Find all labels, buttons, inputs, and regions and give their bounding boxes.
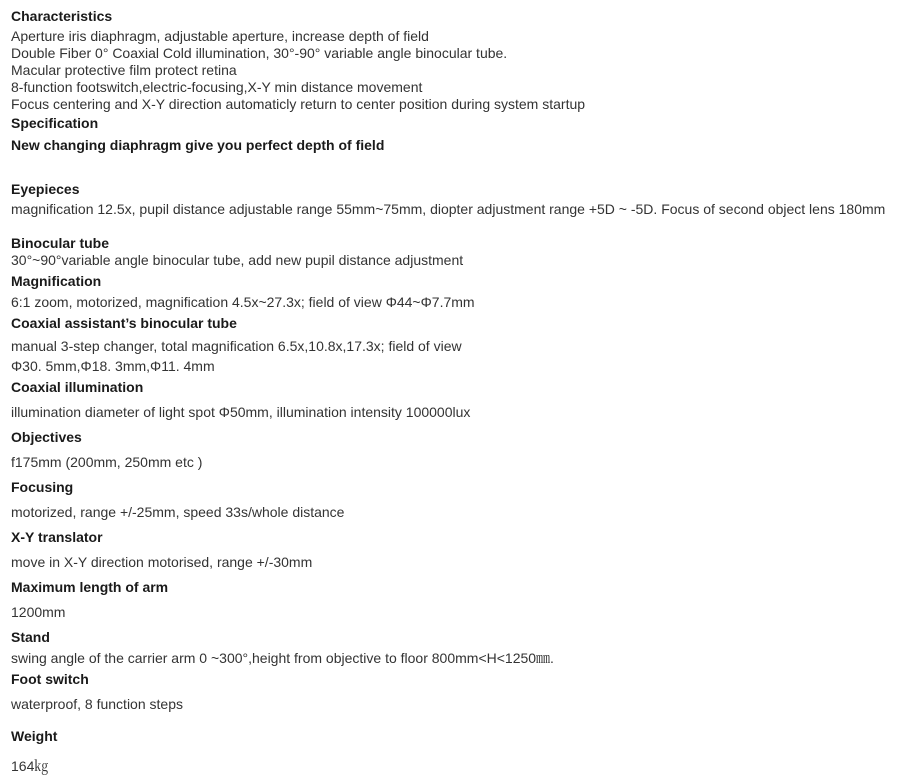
spec-label-coaxial-illumination: Coaxial illumination <box>11 379 144 395</box>
characteristic-item: 8-function footswitch,electric-focusing,X-Y min distance movement <box>11 79 423 95</box>
spec-value-coaxial-assistant-fov: Φ30. 5mm,Φ18. 3mm,Φ11. 4mm <box>11 358 215 374</box>
spec-label-focusing: Focusing <box>11 479 74 495</box>
spec-value-coaxial-assistant: manual 3-step changer, total magnification 6.5x,10.8x,17.3x; field of view <box>11 338 462 354</box>
spec-label-binocular-tube: Binocular tube <box>11 235 110 251</box>
spec-value-stand: swing angle of the carrier arm 0 ~300°,height from objective to floor 800mm<H<1250㎜. <box>11 650 554 666</box>
spec-label-stand: Stand <box>11 629 50 645</box>
spec-value-objectives: f175mm (200mm, 250mm etc ) <box>11 454 203 470</box>
spec-value-coaxial-illumination: illumination diameter of light spot Φ50mm, illumination intensity 100000lux <box>11 404 471 420</box>
spec-value-binocular-tube: 30°~90°variable angle binocular tube, add new pupil distance adjustment <box>11 252 464 268</box>
spec-label-weight: Weight <box>11 728 58 744</box>
spec-value-eyepieces: magnification 12.5x, pupil distance adjustable range 55mm~75mm, diopter adjustment range +5D ~ -5D. Focus of second object lens 180mm <box>11 201 886 217</box>
spec-label-xy-translator: X-Y translator <box>11 529 103 545</box>
characteristic-item: Aperture iris diaphragm, adjustable aperture, increase depth of field <box>11 28 429 44</box>
spec-label-magnification: Magnification <box>11 273 102 289</box>
specification-subheading: New changing diaphragm give you perfect depth of field <box>11 137 385 153</box>
spec-label-objectives: Objectives <box>11 429 82 445</box>
characteristics-heading: Characteristics <box>11 8 113 24</box>
characteristic-item: Double Fiber 0° Coaxial Cold illumination, 30°-90° variable angle binocular tube. <box>11 45 508 61</box>
spec-label-max-arm: Maximum length of arm <box>11 579 169 595</box>
characteristic-item: Focus centering and X-Y direction automaticly return to center position during system startup <box>11 96 586 112</box>
spec-value-weight: 164㎏ <box>11 758 49 774</box>
spec-label-eyepieces: Eyepieces <box>11 181 80 197</box>
spec-value-max-arm: 1200mm <box>11 604 66 620</box>
spec-label-foot-switch: Foot switch <box>11 671 89 687</box>
spec-label-coaxial-assistant: Coaxial assistant’s binocular tube <box>11 315 237 331</box>
characteristic-item: Macular protective film protect retina <box>11 62 237 78</box>
spec-value-magnification: 6:1 zoom, motorized, magnification 4.5x~27.3x; field of view Φ44~Φ7.7mm <box>11 294 475 310</box>
spec-value-focusing: motorized, range +/-25mm, speed 33s/whole distance <box>11 504 345 520</box>
spec-value-foot-switch: waterproof, 8 function steps <box>11 696 183 712</box>
specification-heading: Specification <box>11 115 99 131</box>
spec-value-xy-translator: move in X-Y direction motorised, range +/-30mm <box>11 554 313 570</box>
